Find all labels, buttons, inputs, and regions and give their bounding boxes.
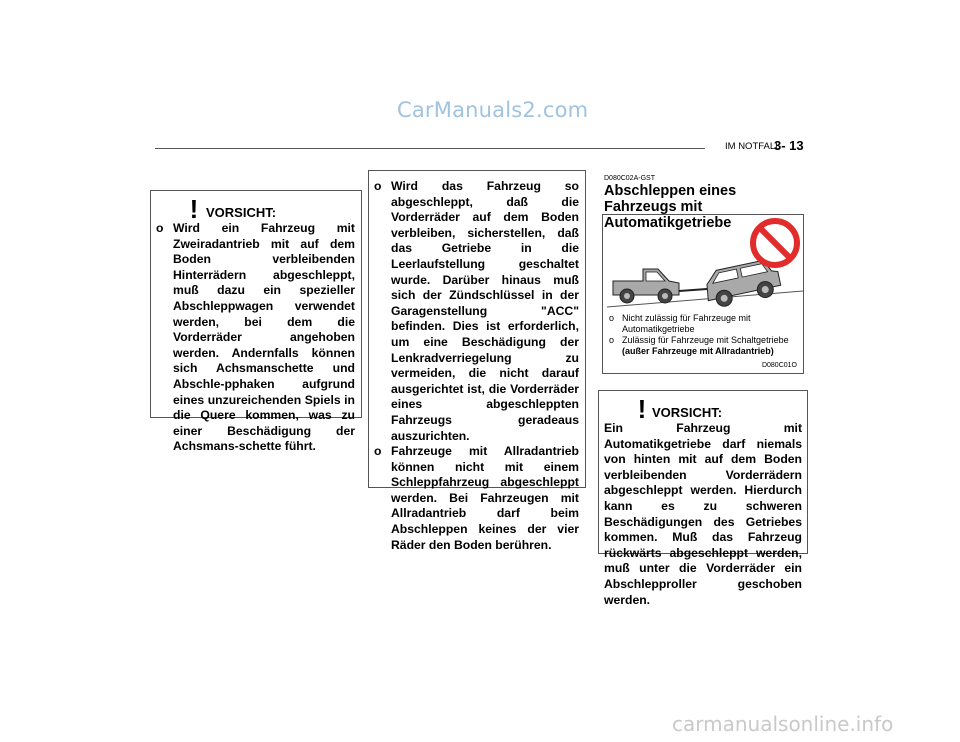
svg-text:!: ! <box>637 394 647 421</box>
towing-figure <box>602 214 804 374</box>
page-number: 3- 13 <box>774 138 804 153</box>
figure-notes <box>609 313 799 357</box>
bullet-marker: o <box>374 444 382 459</box>
caution-box-automatic <box>598 390 808 607</box>
bullet-marker: o <box>156 221 164 235</box>
caution-title: VORSICHT: <box>652 405 723 420</box>
caution-header <box>156 191 355 221</box>
caution-text: Ein Fahrzeug mit Automatikgetriebe darf niemals von hinten mit auf dem Boden verbleibenden Vorderrädern abgeschleppt werden. Hierdurch kann es zu schweren Beschädigungen des Getriebes kommen. Muß das Fahrzeug rückwärts abgeschleppt werden, muß unter die Vorderräder ein Abschlepproller geschoben werden. <box>604 421 802 607</box>
towing-illustration <box>603 215 803 311</box>
list-item <box>609 313 799 335</box>
list-item-text: Wird das Fahrzeug so abgeschleppt, daß die Vorderräder auf dem Boden verbleiben, sicherstellen, daß das Getriebe in die Leerlaufstellung geschaltet wurde. Darüber hinaus muß sich der Zündschlüssel in der Garagenstellung "ACC" befinden. Dies ist erforderlich, um eine Beschädigung der Lenkradverriegelung zu vermeiden, die nicht darauf ausgerichtet ist, die Vorderräder eines abgeschleppten Fahrzeugs geradeaus auszurichten. <box>391 179 579 443</box>
section-title: Abschleppen eines Fahrzeugs mit Automatikgetriebe <box>604 183 737 231</box>
caution-list <box>374 179 579 553</box>
svg-text:!: ! <box>189 194 199 221</box>
caution-title: VORSICHT: <box>206 205 277 220</box>
caution-list <box>156 221 355 455</box>
tow-bar <box>679 289 707 291</box>
caution-box-continued <box>368 170 586 552</box>
document-code: D080C02A-GST <box>604 175 655 182</box>
note-text: Nicht zulässig für Fahrzeuge mit Automatikgetriebe <box>622 313 751 334</box>
list-item-text: Fahrzeuge mit Allradantrieb können nicht mit einem Schleppfahrzeug abgeschleppt werden. Bei Fahrzeugen mit Allradantrieb darf beim Abschleppen keines der vier Räder den Boden berühren. <box>391 444 579 552</box>
bullet-marker: o <box>609 313 615 323</box>
tow-truck-icon <box>613 269 679 303</box>
bullet-marker: o <box>374 179 382 193</box>
note-bold-text: (außer Fahrzeuge mit Allradantrieb) <box>622 346 774 356</box>
list-item <box>156 221 355 455</box>
prohibition-icon <box>753 221 797 265</box>
section-label: IM NOTFALL <box>725 141 781 152</box>
bullet-marker: o <box>609 335 615 345</box>
figure-code: D080C01O <box>761 362 797 369</box>
list-item-text: Wird ein Fahrzeug mit Zweiradantrieb mit auf dem Boden verbleibenden Hinterrädern abgeschleppt, muß dazu ein spezieller Abschleppwagen verwendet werden, bei dem die Vorderräder angehoben werden. Andernfalls können sich Achsmanschette und Abschle-pphaken aufgrund eines unzureichenden Spiels in die Quere kommen, was zu einer Beschädigung der Achsmans-schette führt. <box>173 221 355 454</box>
list-item <box>374 444 579 553</box>
caution-box-two-wheel-drive <box>150 190 362 454</box>
caution-header <box>604 391 802 421</box>
header-rule <box>155 148 705 149</box>
list-item <box>609 335 799 357</box>
list-item <box>374 179 579 444</box>
note-text: Zulässig für Fahrzeuge mit Schaltgetriebe <box>622 335 789 345</box>
watermark-bottom[interactable]: carmanualsonline.info <box>672 712 894 736</box>
watermark-top[interactable]: CarManuals2.com <box>397 98 589 122</box>
